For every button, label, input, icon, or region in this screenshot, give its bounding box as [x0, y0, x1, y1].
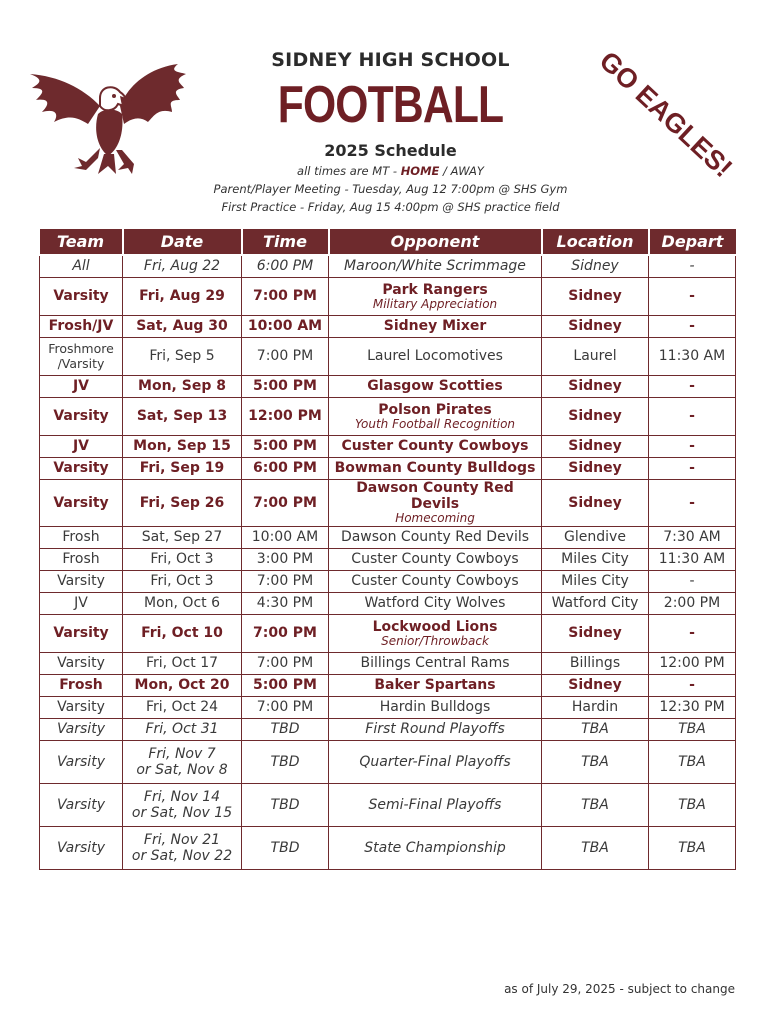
- team-cell: Varsity: [40, 718, 123, 740]
- date-cell: [123, 826, 242, 869]
- location-cell: Glendive: [542, 526, 649, 548]
- time-cell: 7:00 PM: [242, 480, 329, 527]
- opponent-cell: Custer County Cowboys: [329, 570, 542, 592]
- date-cell: Fri, Aug 22: [123, 255, 242, 278]
- col-location: Location: [542, 229, 649, 255]
- date-cell: Fri, Sep 19: [123, 458, 242, 480]
- date-cell: Fri, Oct 31: [123, 718, 242, 740]
- location-cell: Sidney: [542, 614, 649, 652]
- table-row: [40, 255, 736, 278]
- time-cell: 5:00 PM: [242, 436, 329, 458]
- team-cell: Varsity: [40, 696, 123, 718]
- location-cell: Sidney: [542, 376, 649, 398]
- table-row: [40, 783, 736, 826]
- team-cell: Frosh: [40, 548, 123, 570]
- opponent-name: Dawson County Red Devils: [356, 480, 514, 513]
- go-eagles-slogan: GO EAGLES!: [593, 45, 739, 184]
- opponent-cell: Billings Central Rams: [329, 652, 542, 674]
- location-cell: Miles City: [542, 570, 649, 592]
- table-row: [40, 570, 736, 592]
- team-cell: Varsity: [40, 652, 123, 674]
- table-row: [40, 458, 736, 480]
- location-cell: Sidney: [542, 398, 649, 436]
- depart-cell: -: [649, 436, 736, 458]
- school-name: SIDNEY HIGH SCHOOL: [271, 49, 510, 71]
- time-cell: 7:00 PM: [242, 696, 329, 718]
- time-cell: 3:00 PM: [242, 548, 329, 570]
- location-cell: Hardin: [542, 696, 649, 718]
- opponent-cell: Baker Spartans: [329, 674, 542, 696]
- depart-cell: -: [649, 674, 736, 696]
- team-cell: Varsity: [40, 614, 123, 652]
- location-cell: Sidney: [542, 480, 649, 527]
- table-row: [40, 278, 736, 316]
- depart-cell: TBA: [649, 826, 736, 869]
- table-row: [40, 696, 736, 718]
- location-cell: Billings: [542, 652, 649, 674]
- time-cell: 7:00 PM: [242, 338, 329, 376]
- event-note: Senior/Throwback: [381, 633, 489, 648]
- event-note: Youth Football Recognition: [354, 416, 516, 431]
- sport-title: FOOTBALL: [277, 76, 504, 134]
- col-date: Date: [123, 229, 242, 255]
- depart-cell: -: [649, 278, 736, 316]
- team-cell: Varsity: [40, 458, 123, 480]
- time-cell: 7:00 PM: [242, 652, 329, 674]
- date-cell: Fri, Aug 29: [123, 278, 242, 316]
- time-cell: 4:30 PM: [242, 592, 329, 614]
- date-line-2: or Sat, Nov 22: [131, 847, 233, 864]
- depart-cell: TBA: [649, 718, 736, 740]
- event-note: Homecoming: [395, 511, 475, 526]
- time-cell: 6:00 PM: [242, 458, 329, 480]
- table-row: [40, 614, 736, 652]
- date-line-1: Fri, Nov 21: [143, 831, 221, 848]
- times-prefix: all times are MT -: [297, 164, 401, 178]
- parent-meeting-note: Parent/Player Meeting - Tuesday, Aug 12 7:00pm @ SHS Gym: [213, 182, 568, 196]
- time-cell: 5:00 PM: [242, 376, 329, 398]
- depart-cell: 2:00 PM: [649, 592, 736, 614]
- opponent-cell: First Round Playoffs: [329, 718, 542, 740]
- location-cell: Sidney: [542, 278, 649, 316]
- time-cell: 7:00 PM: [242, 278, 329, 316]
- date-cell: Mon, Sep 8: [123, 376, 242, 398]
- location-cell: TBA: [542, 783, 649, 826]
- times-note: [0, 164, 781, 178]
- time-cell: 7:00 PM: [242, 570, 329, 592]
- location-cell: Sidney: [542, 674, 649, 696]
- table-row: [40, 398, 736, 436]
- depart-cell: TBA: [649, 783, 736, 826]
- time-cell: 10:00 AM: [242, 526, 329, 548]
- depart-cell: TBA: [649, 740, 736, 783]
- location-cell: TBA: [542, 740, 649, 783]
- date-line-2: or Sat, Nov 8: [136, 761, 228, 778]
- table-row: [40, 526, 736, 548]
- time-cell: 7:00 PM: [242, 614, 329, 652]
- location-cell: Miles City: [542, 548, 649, 570]
- location-cell: Watford City: [542, 592, 649, 614]
- time-cell: 10:00 AM: [242, 316, 329, 338]
- table-row: [40, 548, 736, 570]
- depart-cell: -: [649, 480, 736, 527]
- depart-cell: 11:30 AM: [649, 548, 736, 570]
- time-cell: TBD: [242, 718, 329, 740]
- table-row: [40, 436, 736, 458]
- team-cell: Varsity: [40, 826, 123, 869]
- opponent-cell: Dawson County Red Devils: [329, 526, 542, 548]
- opponent-name: Polson Pirates: [378, 401, 492, 418]
- table-row: [40, 674, 736, 696]
- team-cell: JV: [40, 592, 123, 614]
- date-cell: Sat, Aug 30: [123, 316, 242, 338]
- opponent-cell: State Championship: [329, 826, 542, 869]
- time-cell: TBD: [242, 783, 329, 826]
- date-cell: Sat, Sep 13: [123, 398, 242, 436]
- location-cell: Sidney: [542, 458, 649, 480]
- date-line-1: Fri, Nov 14: [143, 788, 221, 805]
- depart-cell: -: [649, 570, 736, 592]
- location-cell: Laurel: [542, 338, 649, 376]
- event-note: Military Appreciation: [372, 296, 498, 311]
- opponent-cell: Laurel Locomotives: [329, 338, 542, 376]
- first-practice-note: First Practice - Friday, Aug 15 4:00pm @ SHS practice field: [221, 200, 560, 214]
- opponent-name: Park Rangers: [382, 281, 488, 298]
- team-cell: Varsity: [40, 570, 123, 592]
- team-line-2: /Varsity: [57, 355, 105, 371]
- table-row: [40, 740, 736, 783]
- table-row: [40, 376, 736, 398]
- depart-cell: 11:30 AM: [649, 338, 736, 376]
- team-cell: Varsity: [40, 398, 123, 436]
- col-depart: Depart: [649, 229, 736, 255]
- times-suffix: / AWAY: [439, 164, 484, 178]
- col-time: Time: [242, 229, 329, 255]
- team-cell: JV: [40, 376, 123, 398]
- date-cell: Fri, Sep 5: [123, 338, 242, 376]
- date-cell: Fri, Oct 17: [123, 652, 242, 674]
- date-line-2: or Sat, Nov 15: [131, 804, 233, 821]
- table-row: [40, 718, 736, 740]
- time-cell: 5:00 PM: [242, 674, 329, 696]
- depart-cell: 12:00 PM: [649, 652, 736, 674]
- opponent-cell: Custer County Cowboys: [329, 548, 542, 570]
- date-line-1: Fri, Nov 7: [148, 745, 216, 762]
- col-opponent: Opponent: [329, 229, 542, 255]
- opponent-cell: Watford City Wolves: [329, 592, 542, 614]
- team-line-1: Froshmore: [48, 341, 114, 357]
- team-cell: [40, 338, 123, 376]
- date-cell: Sat, Sep 27: [123, 526, 242, 548]
- depart-cell: -: [649, 255, 736, 278]
- depart-cell: 12:30 PM: [649, 696, 736, 718]
- footer-note: as of July 29, 2025 - subject to change: [504, 982, 735, 996]
- date-cell: Mon, Sep 15: [123, 436, 242, 458]
- team-cell: Varsity: [40, 740, 123, 783]
- opponent-cell: Glasgow Scotties: [329, 376, 542, 398]
- depart-cell: 7:30 AM: [649, 526, 736, 548]
- schedule-table: [39, 229, 736, 870]
- time-cell: TBD: [242, 740, 329, 783]
- depart-cell: -: [649, 376, 736, 398]
- location-cell: Sidney: [542, 436, 649, 458]
- team-cell: JV: [40, 436, 123, 458]
- opponent-cell: Quarter-Final Playoffs: [329, 740, 542, 783]
- opponent-cell: Maroon/White Scrimmage: [329, 255, 542, 278]
- team-cell: Frosh: [40, 674, 123, 696]
- opponent-cell: [329, 614, 542, 652]
- opponent-name: Lockwood Lions: [372, 618, 498, 635]
- time-cell: 6:00 PM: [242, 255, 329, 278]
- location-cell: TBA: [542, 718, 649, 740]
- date-cell: Fri, Oct 3: [123, 548, 242, 570]
- schedule-title: 2025 Schedule: [324, 141, 457, 160]
- table-header: [40, 229, 736, 255]
- times-home: HOME: [400, 164, 440, 178]
- opponent-cell: Bowman County Bulldogs: [329, 458, 542, 480]
- team-cell: Varsity: [40, 480, 123, 527]
- opponent-cell: Sidney Mixer: [329, 316, 542, 338]
- table-row: [40, 316, 736, 338]
- opponent-cell: [329, 398, 542, 436]
- depart-cell: -: [649, 458, 736, 480]
- table-row: [40, 338, 736, 376]
- team-cell: All: [40, 255, 123, 278]
- date-cell: Fri, Oct 10: [123, 614, 242, 652]
- depart-cell: -: [649, 316, 736, 338]
- opponent-cell: Custer County Cowboys: [329, 436, 542, 458]
- table-row: [40, 480, 736, 527]
- date-cell: [123, 740, 242, 783]
- date-cell: Mon, Oct 6: [123, 592, 242, 614]
- location-cell: Sidney: [542, 255, 649, 278]
- depart-cell: -: [649, 398, 736, 436]
- team-cell: Frosh: [40, 526, 123, 548]
- date-cell: Fri, Sep 26: [123, 480, 242, 527]
- date-cell: Fri, Oct 3: [123, 570, 242, 592]
- team-cell: Varsity: [40, 783, 123, 826]
- table-row: [40, 826, 736, 869]
- time-cell: TBD: [242, 826, 329, 869]
- opponent-cell: [329, 278, 542, 316]
- location-cell: Sidney: [542, 316, 649, 338]
- date-cell: Fri, Oct 24: [123, 696, 242, 718]
- opponent-cell: Semi-Final Playoffs: [329, 783, 542, 826]
- depart-cell: -: [649, 614, 736, 652]
- col-team: Team: [40, 229, 123, 255]
- team-cell: Frosh/JV: [40, 316, 123, 338]
- date-cell: Mon, Oct 20: [123, 674, 242, 696]
- date-cell: [123, 783, 242, 826]
- table-row: [40, 592, 736, 614]
- table-row: [40, 652, 736, 674]
- opponent-cell: Hardin Bulldogs: [329, 696, 542, 718]
- opponent-cell: [329, 480, 542, 527]
- location-cell: TBA: [542, 826, 649, 869]
- time-cell: 12:00 PM: [242, 398, 329, 436]
- team-cell: Varsity: [40, 278, 123, 316]
